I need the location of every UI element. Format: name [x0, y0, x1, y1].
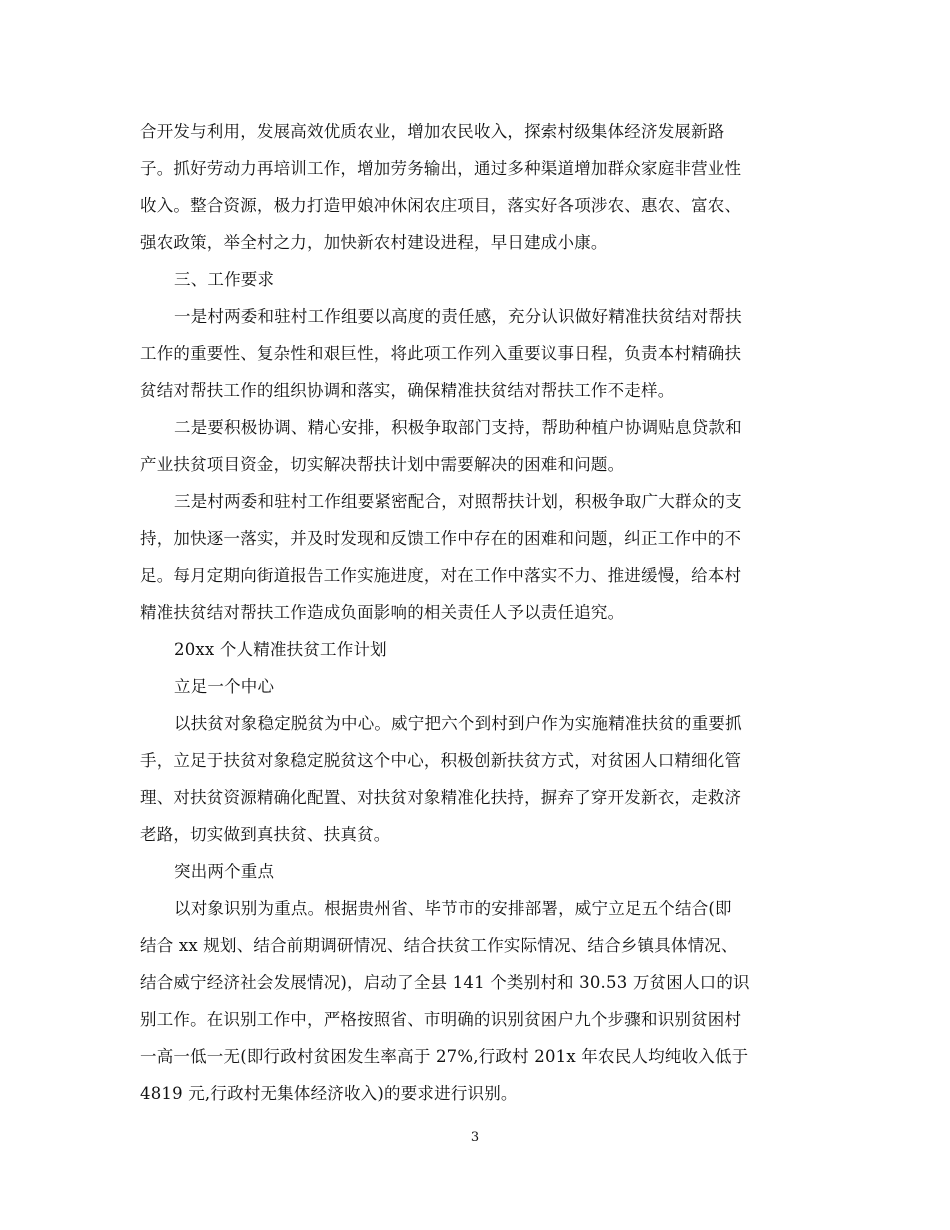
text-line: 强农政策，举全村之力，加快新农村建设进程，早日建成小康。	[140, 233, 608, 252]
text-line: 工作的重要性、复杂性和艰巨性，将此项工作列入重要议事日程，负责本村精确扶	[140, 344, 742, 363]
text-line: 子。抓好劳动力再培训工作，增加劳务输出，通过多种渠道增加群众家庭非营业性	[140, 159, 742, 178]
text-line: 结合 xx 规划、结合前期调研情况、结合扶贫工作实际情况、结合乡镇具体情况、	[140, 936, 738, 955]
text-line: 三是村两委和驻村工作组要紧密配合，对照帮扶计划，积极争取广大群众的支	[174, 492, 742, 511]
text-line: 以对象识别为重点。根据贵州省、毕节市的安排部署，威宁立足五个结合(即	[174, 899, 732, 918]
text-line: 立足一个中心	[174, 677, 275, 696]
text-line: 足。每月定期向街道报告工作实施进度，对在工作中落实不力、推进缓慢，给本村	[140, 566, 742, 585]
text-line: 突出两个重点	[174, 862, 275, 881]
document-body	[140, 113, 812, 1112]
text-line: 持，加快逐一落实，并及时发现和反馈工作中存在的困难和问题，纠正工作中的不	[140, 529, 742, 548]
text-line: 收入。整合资源，极力打造甲娘冲休闲农庄项目，落实好各项涉农、惠农、富农、	[140, 196, 742, 215]
text-line: 精准扶贫结对帮扶工作造成负面影响的相关责任人予以责任追究。	[140, 603, 625, 622]
text-line: 4819 元,行政村无集体经济收入)的要求进行识别。	[140, 1084, 518, 1103]
text-line: 理、对扶贫资源精确化配置、对扶贫对象精准化扶持，摒弃了穿开发新衣，走救济	[140, 788, 742, 807]
text-line: 老路，切实做到真扶贫、扶真贫。	[140, 825, 391, 844]
text-line: 三、工作要求	[174, 270, 275, 289]
text-line: 以扶贫对象稳定脱贫为中心。威宁把六个到村到户作为实施精准扶贫的重要抓	[174, 714, 742, 733]
text-line: 一高一低一无(即行政村贫困发生率高于 27%,行政村 201x 年农民人均纯收入低于	[140, 1047, 749, 1066]
text-line: 别工作。在识别工作中，严格按照省、市明确的识别贫困户九个步骤和识别贫困村	[140, 1010, 742, 1029]
text-line: 产业扶贫项目资金，切实解决帮扶计划中需要解决的困难和问题。	[140, 455, 625, 474]
text-line: 二是要积极协调、精心安排，积极争取部门支持，帮助种植户协调贴息贷款和	[174, 418, 742, 437]
text-line: 20xx 个人精准扶贫工作计划	[174, 640, 387, 659]
text-line: 结合威宁经济社会发展情况)，启动了全县 141 个类别村和 30.53 万贫困人口的识	[140, 973, 750, 992]
text-line: 一是村两委和驻村工作组要以高度的责任感，充分认识做好精准扶贫结对帮扶	[174, 307, 742, 326]
page-number: 3	[470, 1130, 480, 1145]
text-line: 贫结对帮扶工作的组织协调和落实，确保精准扶贫结对帮扶工作不走样。	[140, 381, 675, 400]
text-line: 手，立足于扶贫对象稳定脱贫这个中心，积极创新扶贫方式，对贫困人口精细化管	[140, 751, 742, 770]
text-line: 合开发与利用，发展高效优质农业，增加农民收入，探索村级集体经济发展新路	[140, 122, 725, 141]
